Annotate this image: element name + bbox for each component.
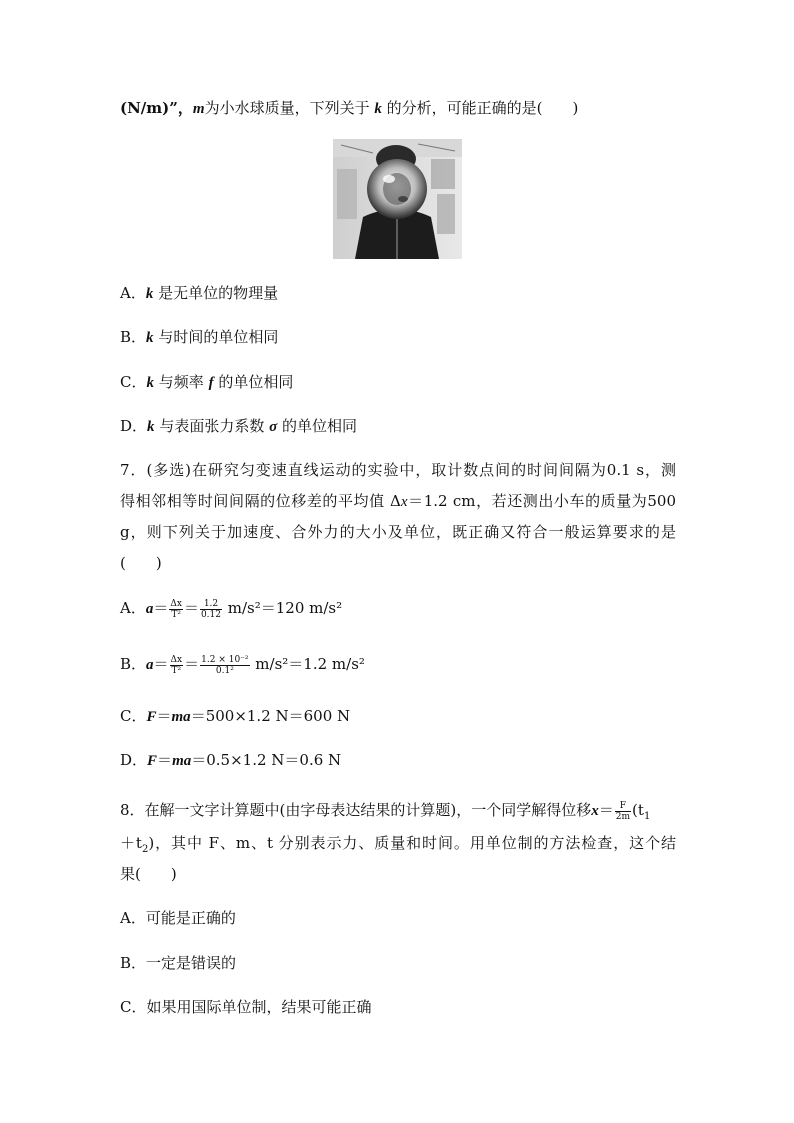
fraction-dx-over-t2: $\frac{\Delta x}{\text{T²}}$ <box>170 598 182 620</box>
fraction-f-over-2m: $\frac{F}{2m}$ <box>615 800 631 822</box>
unit-text: (N/m)”， <box>120 99 193 117</box>
fraction-dx-over-t2: $\frac{\Delta x}{\text{T²}}$ <box>170 654 183 676</box>
q8-stem-line-3: 果( ) <box>120 865 177 883</box>
q7-answer-bracket: ( ) <box>120 554 162 572</box>
q7-option-d: D．F＝ma＝0.5×1.2 N＝0.6 N <box>120 751 342 769</box>
q8-stem-line-2: $+t_2$)，其中 F、m、t 分别表示力、质量和时间。用单位制的方法检查，这个结 <box>120 834 676 855</box>
q7-option-b: B．a＝ $\frac{\Delta x}{\text{T²}}$ ＝ $\frac{\text{1.2 × 10⁻²}}{\text{0.1²}}$ m/s²＝1.2 m/s² <box>120 654 365 676</box>
stem-mid: 为小水球质量，下列关于 <box>204 99 370 117</box>
q6-option-a: A．k 是无单位的物理量 <box>120 284 279 302</box>
q8-option-b: B．一定是错误的 <box>120 954 237 972</box>
q7-option-a: A．a＝ $\frac{\Delta x}{\text{T²}}$ ＝ $\frac{1.2}{0.12}$ m/s²＝120 m/s² <box>120 598 343 620</box>
q8-option-a: A．可能是正确的 <box>120 909 236 927</box>
fraction-values: $\frac{1.2}{0.12}$ <box>200 598 221 620</box>
q6-option-c: C．k 与频率 f 的单位相同 <box>120 373 294 391</box>
var-k: k <box>374 101 382 117</box>
stem-suffix: 的分析，可能正确的是( ) <box>386 99 579 117</box>
q7-stem-line-2: 得相邻相等时间间隔的位移差的平均值 Δx＝1.2 cm，若还测出小车的质量为500 <box>120 492 676 510</box>
q8-option-c: C．如果用国际单位制，结果可能正确 <box>120 998 372 1016</box>
var-m: m <box>192 101 205 117</box>
q6-option-b: B．k 与时间的单位相同 <box>120 328 279 346</box>
q7-stem-line-3: g，则下列关于加速度、合外力的大小及单位，既正确又符合一般运算要求的是 <box>120 523 676 541</box>
q7-stem-line-1: 7．(多选)在研究匀变速直线运动的实验中，取计数点间的时间间隔为0.1 s，测 <box>120 461 676 479</box>
q6-stem-line <box>120 98 578 119</box>
q6-option-d: D．k 与表面张力系数 σ 的单位相同 <box>120 417 357 435</box>
fraction-values: $\frac{\text{1.2 × 10⁻²}}{\text{0.1²}}$ <box>201 654 249 676</box>
q7-option-c: C．F＝ma＝500×1.2 N＝600 N <box>120 707 351 725</box>
q8-stem-line-1: 8．在解一文字计算题中(由字母表达结果的计算题)，一个同学解得位移x＝ $\frac{F}{2m}$ ($t_1$ <box>120 800 651 822</box>
water-ball-photo <box>333 139 462 259</box>
